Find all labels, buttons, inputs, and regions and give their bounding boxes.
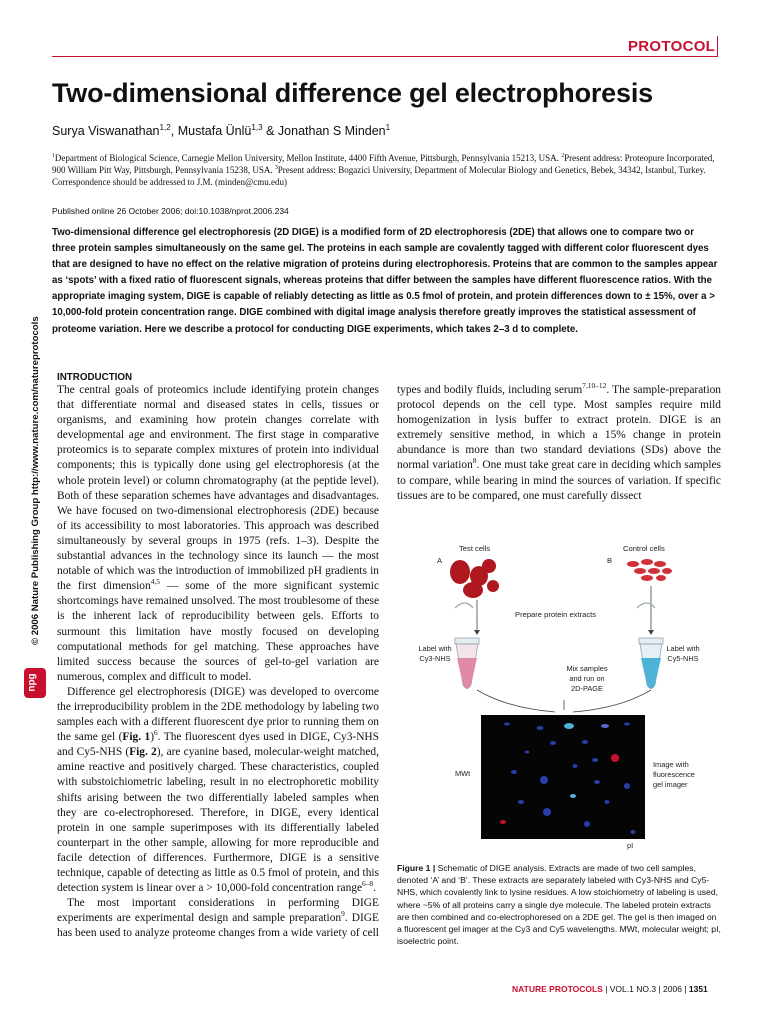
cy3-label-l2: Cy3-NHS [419, 654, 451, 663]
mix-label-l2: and run on [569, 674, 605, 683]
caption-label: Figure 1 | [397, 863, 436, 873]
abstract: Two-dimensional difference gel electrophoresis (2D DIGE) is a modified form of 2D electrophoresis (2DE) that allows one to compare two or three protein samples simultaneously on the same gel. The proteins in each sample are covalently tagged with different color fluorescent dyes that are designed to have no effect on the relative migration of proteins during electrophoresis. Proteins that are common to the samples appear as ‘spots’ with a fixed ratio of fluorescent signals, whereas proteins that differ between the samples have different fluorescence ratios. With the appropriate imaging system, DIGE is capable of reliably detecting as little as 0.5 fmol of protein, and protein differences down to ± 15%, over a > 10,000-fold protein concentration range. DIGE combined with digital image analysis therefore greatly improves the statistical assessment of proteome variation. Here we describe a protocol for conducting DIGE experiments, which takes 2–3 d to complete. [52, 227, 718, 335]
year: 2006 [663, 984, 682, 994]
figure-1-schematic [397, 540, 721, 860]
imager-label-l3: gel imager [653, 780, 688, 789]
body-paragraph: types and bodily fluids, including serum$^{7,10-12}$. The sample-preparation protocol depends on the cell type. Most samples require mild homogenization in lysis buffer to extract protein. DIGE is an extremely sensitive method, in which a 15% change in protein abundance is more than two standard deviations (SDs) above the normal variation$^8$. One must take great care in deciding which samples to compare, while bearing in mind the sources of variation. If specific tissues are to be compared, one must carefully dissect [397, 381, 721, 502]
test-cells-label: Test cells [459, 544, 491, 553]
test-cells [450, 559, 499, 598]
control-cells-label: Control cells [623, 544, 665, 553]
prepare-extracts-label: Prepare protein extracts [515, 610, 597, 619]
sample-b-label: B [607, 556, 613, 565]
publication-info: Published online 26 October 2006; doi:10.1038/nprot.2006.234 [52, 206, 289, 216]
article-title: Two-dimensional difference gel electrophoresis [52, 78, 653, 108]
copyright-text: © 2006 Nature Publishing Group http://www.nature.com/natureprotocols [30, 316, 41, 645]
page-footer: NATURE PROTOCOLS | VOL.1 NO.3 | 2006 | 1351 [512, 984, 708, 994]
cy5-label-l1: Label with [666, 644, 700, 653]
npg-logo: npg [24, 668, 46, 698]
tube-cy3 [455, 603, 479, 689]
mix-label-l1: Mix samples [566, 664, 608, 673]
header-rule-vertical [717, 36, 718, 56]
page-number: 1351 [688, 984, 708, 994]
body-column-right [397, 383, 721, 504]
affiliations: $^1$Department of Biological Science, Carnegie Mellon University, Mellon Institute, 4400 Fifth Avenue, Pittsburgh, Pennsylvania 15213, USA. $^2$Present address: Proteopure Incorporated, 900 William Pitt Way, Pittsburgh, Pennsylvania 15238, USA. $^3$Present address: Bogazici University, Department of Molecular Biology and Genetics, Bebek, 34342, Istanbul, Turkey. Correspondence should be addressed to J.M. (minden@cmu.edu) [52, 153, 715, 188]
volume-issue: VOL.1 NO.3 [609, 984, 657, 994]
cy3-label-l1: Label with [418, 644, 452, 653]
section-heading: INTRODUCTION [57, 372, 133, 383]
mix-label-l3: 2D-PAGE [571, 684, 603, 693]
sample-a-label: A [437, 556, 443, 565]
header-rule [52, 56, 718, 57]
control-cells [627, 559, 672, 581]
imager-label-l2: fluorescence [653, 770, 695, 779]
journal-name: NATURE PROTOCOLS [512, 984, 603, 994]
author-list: Surya Viswanathan$^{1,2}$, Mustafa Ünlü$^{1,3}$ & Jonathan S Minden$^1$ [52, 122, 391, 138]
body-paragraph: The central goals of proteomics include identifying protein changes that differentiate normal and diseased states in cells, tissues or organisms, and examining how protein changes correlate with developmental age and environment. The first stage in comparative proteomics is to separate complex mixtures of protein into individual components; this is typically done using gel electrophoresis (at the whole protein level) or column chromatography (at the peptide level). Both of these separation schemes have advantages and disadvantages. We have focused on two-dimensional electrophoresis (2DE) because of its accessibility to most laboratories. This approach was described simultaneously by several groups in 1975 (refs. 1–3). Despite the substantial advances in the technology since its launch — the most notable of which was the introduction of immobilized pH gradients in the first dimension$^{4,5}$ — some of the more significant systemic shortcomings have remained unsolved. The most troublesome of these is the inherent lack of reproducibility between gels. Efforts to surmount this limitation have mostly focused on developing computational methods for gel matching. These approaches have limited success because the sources of gel-to-gel variation are numerous, complex and difficult to model. [57, 384, 379, 683]
mwt-axis-label: MWt [455, 769, 471, 778]
gel-image [481, 715, 645, 839]
body-column-left [57, 383, 379, 941]
section-label: PROTOCOL [628, 38, 716, 55]
pi-axis-label: pI [627, 841, 634, 850]
figure-caption [397, 862, 721, 947]
caption-text: Schematic of DIGE analysis. Extracts are made of two cell samples, denoted ‘A’ and ‘B’. These extracts are separately labeled with Cy3-NHS and Cy5-NHS, which covalently link to lysine residues. A low stoichiometry of labeling is used, where ~5% of all proteins carry a single dye molecule. The labeled protein extracts are then combined and co-electrophoresed on a 2DE gel. The gel is then imaged on a fluorescent gel imager at the Cy3 and Cy5 wavelengths. MWt, molecular weight; pI, isoelectric point. [397, 863, 721, 947]
copyright-sidebar [30, 265, 44, 645]
body-paragraph: Difference gel electrophoresis (DIGE) was developed to overcome the irreproducibility problem in the 2DE methodology by labeling two samples each with a different fluorescent dye prior to running them on the same gel (Fig. 1)$^6$. The fluorescent dyes used in DIGE, Cy3-NHS and Cy5-NHS (Fig. 2), are cyanine based, molecular-weight matched, amine reactive and positively charged. These characteristics, coupled with substoichiometric labeling, result in no electrophoretic mobility shifts arising between the two differentially labeled samples when they are co-electrophoresed. Therefore, in DIGE, every identical protein in one sample superimposes with its differentially labeled counterpart in the other sample, allowing for more reproducible and facile detection of differences. Furthermore, DIGE is a sensitive technique, capable of detecting as little as 0.5 fmol of protein, and this detection system is linear over a > 10,000-fold concentration range$^{6-8}$. [57, 685, 379, 895]
tube-cy5 [637, 603, 663, 689]
imager-label-l1: Image with [653, 760, 689, 769]
cy5-label-l2: Cy5-NHS [667, 654, 699, 663]
body-paragraph: The most important considerations in performing DIGE experiments are experimental design and sample preparation$^9$. DIGE has been used to analyze proteome changes from a wide variety of cell [57, 897, 379, 940]
